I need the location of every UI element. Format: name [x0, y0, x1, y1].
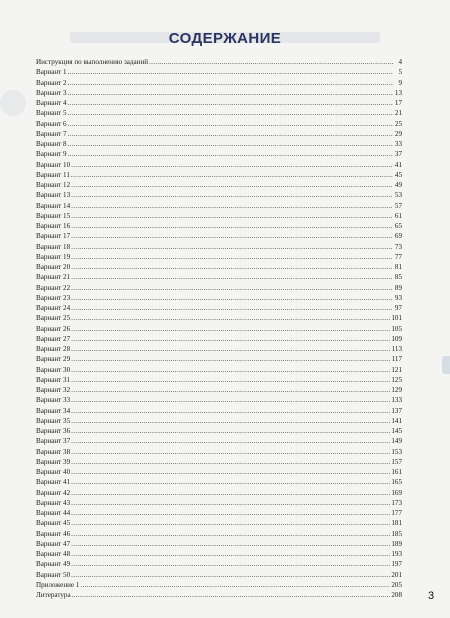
toc-entry-label: Вариант 19 [36, 252, 71, 261]
toc-entry-label: Вариант 9 [36, 150, 67, 159]
toc-dot-leader [71, 283, 393, 293]
toc-entry-label: Вариант 3 [36, 88, 67, 97]
table-of-contents [36, 57, 402, 600]
toc-entry[interactable] [36, 385, 402, 395]
toc-entry[interactable] [36, 252, 402, 262]
toc-entry[interactable] [36, 426, 402, 436]
toc-dot-leader [71, 539, 390, 549]
toc-entry-page: 21 [394, 109, 402, 118]
toc-entry[interactable] [36, 201, 402, 211]
toc-entry-label: Вариант 34 [36, 406, 71, 415]
toc-dot-leader [68, 119, 393, 129]
toc-dot-leader [71, 436, 390, 446]
toc-entry-page: 45 [394, 170, 402, 179]
toc-entry[interactable] [36, 180, 402, 190]
toc-entry-page: 9 [398, 78, 402, 87]
toc-entry[interactable] [36, 539, 402, 549]
toc-entry-label: Вариант 33 [36, 396, 71, 405]
toc-dot-leader [68, 67, 393, 77]
toc-entry-page: 105 [391, 324, 402, 333]
toc-dot-leader [71, 406, 390, 416]
toc-entry[interactable] [36, 436, 402, 446]
toc-entry-page: 53 [394, 191, 402, 200]
toc-entry-label: Вариант 41 [36, 478, 71, 487]
toc-entry-label: Вариант 31 [36, 375, 71, 384]
toc-entry[interactable] [36, 344, 402, 354]
toc-entry-page: 125 [391, 375, 402, 384]
toc-dot-leader [71, 549, 390, 559]
toc-entry-page: 185 [391, 529, 402, 538]
toc-entry-label: Вариант 44 [36, 509, 71, 517]
toc-entry-label: Вариант 1 [36, 68, 67, 77]
toc-entry-label: Вариант 21 [36, 273, 71, 282]
toc-entry-label: Вариант 50 [36, 570, 71, 579]
toc-entry[interactable] [36, 324, 402, 334]
toc-entry-label: Вариант 8 [36, 140, 67, 148]
toc-entry[interactable] [36, 190, 402, 200]
toc-entry[interactable] [36, 231, 402, 241]
toc-entry-label: Вариант 40 [36, 468, 71, 476]
toc-entry-page: 169 [391, 488, 402, 497]
toc-dot-leader [71, 242, 393, 252]
toc-entry-page: 73 [394, 242, 402, 251]
toc-entry-label: Вариант 49 [36, 560, 71, 569]
toc-entry[interactable] [36, 406, 402, 416]
toc-dot-leader [71, 508, 390, 518]
toc-dot-leader [80, 580, 390, 590]
toc-entry-page: 137 [391, 406, 402, 415]
toc-entry-label: Вариант 27 [36, 334, 71, 343]
toc-entry[interactable] [36, 334, 402, 344]
toc-entry[interactable] [36, 508, 402, 518]
toc-dot-leader [72, 590, 391, 600]
toc-entry-label: Вариант 15 [36, 211, 71, 220]
toc-dot-leader [71, 518, 390, 528]
toc-entry[interactable] [36, 149, 402, 159]
toc-entry-page: 145 [391, 427, 402, 435]
toc-dot-leader [71, 365, 390, 375]
toc-entry-page: 57 [394, 201, 402, 210]
toc-dot-leader [71, 344, 390, 354]
page-number: 3 [428, 590, 435, 602]
toc-dot-leader [71, 426, 390, 436]
toc-dot-leader [68, 98, 393, 108]
toc-entry[interactable] [36, 365, 402, 375]
toc-entry-page: 197 [391, 560, 402, 569]
toc-dot-leader [71, 252, 393, 262]
toc-dot-leader [71, 385, 390, 395]
toc-entry-page: 149 [391, 437, 402, 446]
toc-entry-label: Вариант 10 [36, 160, 71, 169]
toc-entry-label: Вариант 38 [36, 447, 71, 456]
toc-entry-label: Вариант 24 [36, 304, 71, 312]
toc-dot-leader [71, 559, 390, 569]
toc-entry-label: Вариант 25 [36, 314, 71, 323]
toc-entry-label: Вариант 18 [36, 242, 71, 251]
toc-dot-leader [71, 201, 393, 211]
toc-dot-leader [71, 467, 390, 477]
toc-dot-leader [71, 221, 393, 231]
toc-entry-page: 133 [391, 396, 402, 405]
toc-dot-leader [71, 293, 393, 303]
toc-entry[interactable] [36, 262, 402, 272]
toc-entry[interactable] [36, 590, 402, 600]
toc-entry-page: 49 [394, 181, 402, 189]
toc-dot-leader [68, 78, 393, 88]
toc-entry-page: 121 [391, 365, 402, 374]
toc-entry-page: 193 [391, 550, 402, 558]
toc-entry-page: 41 [394, 160, 402, 169]
toc-entry-page: 4 [398, 58, 402, 66]
toc-entry-page: 129 [391, 386, 402, 394]
toc-entry[interactable] [36, 457, 402, 467]
toc-entry[interactable] [36, 467, 402, 477]
toc-dot-leader [68, 108, 393, 118]
toc-entry[interactable] [36, 477, 402, 487]
toc-entry[interactable] [36, 67, 402, 77]
toc-entry-label: Вариант 14 [36, 201, 71, 210]
toc-dot-leader [71, 303, 393, 313]
toc-entry[interactable] [36, 447, 402, 457]
toc-entry[interactable] [36, 170, 402, 180]
toc-dot-leader [71, 354, 390, 364]
toc-entry-page: 33 [394, 140, 402, 148]
toc-dot-leader [68, 88, 393, 98]
toc-entry-page: 77 [394, 252, 402, 261]
toc-entry[interactable] [36, 211, 402, 221]
toc-dot-leader [71, 190, 393, 200]
toc-dot-leader [68, 139, 393, 149]
toc-dot-leader [71, 334, 390, 344]
toc-dot-leader [149, 57, 393, 67]
toc-entry-label: Вариант 48 [36, 550, 71, 558]
toc-entry-page: 13 [394, 88, 402, 97]
toc-entry-page: 177 [391, 509, 402, 517]
toc-entry-page: 37 [394, 150, 402, 159]
toc-entry-label: Вариант 37 [36, 437, 71, 446]
toc-entry[interactable] [36, 529, 402, 539]
toc-entry[interactable] [36, 498, 402, 508]
show-through-badge [0, 90, 26, 116]
toc-entry[interactable] [36, 375, 402, 385]
toc-entry-page: 113 [391, 345, 402, 353]
toc-entry-page: 81 [394, 263, 402, 271]
toc-entry-page: 101 [391, 314, 402, 323]
toc-entry-page: 157 [391, 457, 402, 466]
toc-entry-label: Вариант 36 [36, 427, 71, 435]
toc-dot-leader [71, 447, 390, 457]
toc-dot-leader [71, 570, 390, 580]
toc-entry[interactable] [36, 580, 402, 590]
toc-entry[interactable] [36, 221, 402, 231]
toc-dot-leader [71, 416, 390, 426]
toc-entry[interactable] [36, 395, 402, 405]
toc-entry[interactable] [36, 416, 402, 426]
toc-entry-page: 205 [391, 580, 402, 589]
toc-entry-page: 89 [394, 283, 402, 292]
toc-entry[interactable] [36, 108, 402, 118]
toc-entry[interactable] [36, 354, 402, 364]
toc-entry-label: Вариант 39 [36, 457, 71, 466]
toc-entry-label: Вариант 20 [36, 263, 71, 271]
toc-entry-page: 25 [394, 119, 402, 128]
toc-entry-label: Вариант 6 [36, 119, 67, 128]
toc-entry-label: Вариант 17 [36, 232, 71, 241]
toc-dot-leader [68, 149, 393, 159]
toc-entry-page: 173 [391, 498, 402, 507]
toc-entry[interactable] [36, 293, 402, 303]
toc-entry-label: Вариант 23 [36, 293, 71, 302]
toc-dot-leader [71, 160, 393, 170]
toc-entry[interactable] [36, 242, 402, 252]
toc-entry[interactable] [36, 272, 402, 282]
toc-entry[interactable] [36, 488, 402, 498]
toc-entry-label: Вариант 35 [36, 416, 71, 425]
toc-entry[interactable] [36, 129, 402, 139]
toc-dot-leader [68, 129, 393, 139]
toc-entry[interactable] [36, 160, 402, 170]
toc-entry[interactable] [36, 303, 402, 313]
toc-entry[interactable] [36, 313, 402, 323]
toc-entry-page: 161 [391, 468, 402, 476]
toc-entry-label: Инструкция по выполнению заданий [36, 58, 149, 66]
toc-entry-label: Вариант 22 [36, 283, 71, 292]
toc-dot-leader [71, 170, 393, 180]
toc-entry-label: Приложение 1 [36, 580, 80, 589]
toc-entry-page: 85 [394, 273, 402, 282]
toc-entry-label: Вариант 47 [36, 539, 71, 548]
toc-entry[interactable] [36, 559, 402, 569]
toc-entry[interactable] [36, 78, 402, 88]
toc-entry-page: 93 [394, 293, 402, 302]
toc-dot-leader [71, 375, 390, 385]
toc-dot-leader [71, 211, 393, 221]
toc-entry-label: Вариант 26 [36, 324, 71, 333]
toc-entry-page: 201 [391, 570, 402, 579]
toc-entry[interactable] [36, 549, 402, 559]
toc-dot-leader [71, 272, 393, 282]
toc-entry-label: Вариант 2 [36, 78, 67, 87]
toc-entry-page: 69 [394, 232, 402, 241]
toc-entry-label: Вариант 28 [36, 345, 71, 353]
toc-dot-leader [71, 395, 390, 405]
toc-entry-label: Вариант 11 [36, 170, 70, 179]
toc-dot-leader [71, 477, 390, 487]
toc-dot-leader [71, 313, 390, 323]
toc-entry-label: Вариант 7 [36, 129, 67, 138]
toc-entry[interactable] [36, 119, 402, 129]
toc-entry-label: Вариант 29 [36, 355, 71, 364]
toc-entry-page: 109 [391, 334, 402, 343]
toc-entry-page: 17 [394, 99, 402, 107]
toc-entry[interactable] [36, 139, 402, 149]
toc-entry-page: 5 [398, 68, 402, 77]
toc-entry-label: Литература [36, 591, 71, 599]
toc-entry-label: Вариант 43 [36, 498, 71, 507]
toc-dot-leader [71, 324, 390, 334]
toc-entry-label: Вариант 13 [36, 191, 71, 200]
toc-dot-leader [71, 498, 390, 508]
toc-entry-label: Вариант 16 [36, 222, 71, 230]
toc-entry-label: Вариант 4 [36, 99, 67, 107]
toc-entry-label: Вариант 5 [36, 109, 67, 118]
toc-entry-page: 181 [391, 519, 402, 528]
toc-entry[interactable] [36, 518, 402, 528]
toc-entry-label: Вариант 46 [36, 529, 71, 538]
toc-dot-leader [71, 262, 393, 272]
toc-entry-page: 208 [391, 591, 402, 599]
side-tab-mark [442, 356, 450, 374]
page-title: СОДЕРЖАНИЕ [168, 30, 282, 47]
toc-entry[interactable] [36, 283, 402, 293]
toc-entry-page: 153 [391, 447, 402, 456]
toc-entry[interactable] [36, 88, 402, 98]
toc-dot-leader [71, 488, 390, 498]
toc-dot-leader [71, 529, 390, 539]
toc-entry-label: Вариант 30 [36, 365, 71, 374]
toc-entry-page: 141 [391, 416, 402, 425]
toc-entry-page: 189 [391, 539, 402, 548]
toc-entry-page: 165 [391, 478, 402, 487]
toc-entry[interactable] [36, 570, 402, 580]
toc-entry[interactable] [36, 57, 402, 67]
toc-dot-leader [71, 231, 393, 241]
toc-entry-page: 97 [394, 304, 402, 312]
toc-entry-page: 117 [391, 355, 402, 364]
toc-entry-label: Вариант 12 [36, 181, 71, 189]
toc-dot-leader [71, 457, 390, 467]
toc-entry-page: 29 [394, 129, 402, 138]
toc-entry-label: Вариант 42 [36, 488, 71, 497]
toc-entry-page: 65 [394, 222, 402, 230]
toc-entry-label: Вариант 32 [36, 386, 71, 394]
toc-entry[interactable] [36, 98, 402, 108]
toc-entry-label: Вариант 45 [36, 519, 71, 528]
toc-dot-leader [71, 180, 393, 190]
toc-entry-page: 61 [394, 211, 402, 220]
